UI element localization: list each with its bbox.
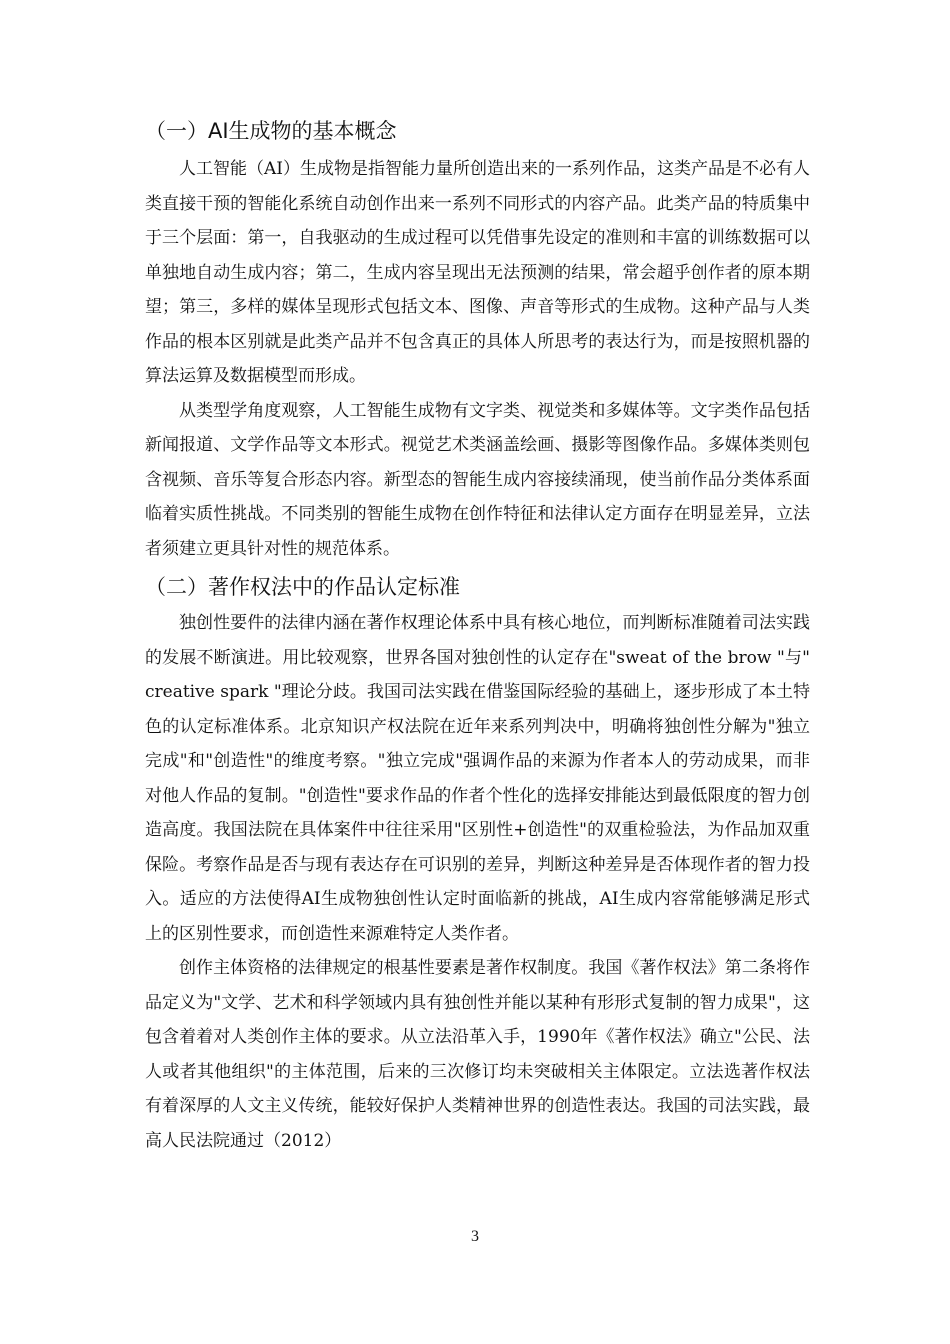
section1-paragraph-2: 从类型学角度观察，人工智能生成物有文字类、视觉类和多媒体等。文字类作品包括新闻报道、文学作品等文本形式。视觉艺术类涵盖绘画、摄影等图像作品。多媒体类则包含视频、音乐等复合形态内容。新型态的智能生成内容接续涌现，使当前作品分类体系面临着实质性挑战。不同类别的智能生成物在创作特征和法律认定方面存在明显差异，立法者须建立更具针对性的规范体系。 [145, 400, 810, 559]
section-heading-2: （二）著作权法中的作品认定标准 [145, 575, 460, 599]
page-content [145, 112, 810, 1158]
section2-paragraph-1: 独创性要件的法律内涵在著作权理论体系中具有核心地位，而判断标准随着司法实践的发展不断演进。用比较观察，世界各国对独创性的认定存在"sweat of the brow "与" creative spark "理论分歧。我国司法实践在借鉴国际经验的基础上，逐步形成了本土特色的认定标准体系。北京知识产权法院在近年来系列判决中，明确将独创性分解为"独立完成"和"创造性"的维度考察。"独立完成"强调作品的来源为作者本人的劳动成果，而非对他人作品的复制。"创造性"要求作品的作者个性化的选择安排能达到最低限度的智力创造高度。我国法院在具体案件中往往采用"区别性+创造性"的双重检验法，为作品加双重保险。考察作品是否与现有表达存在可识别的差异，判断这种差异是否体现作者的智力投入。适应的方法使得AI生成物独创性认定时面临新的挑战，AI生成内容常能够满足形式上的区别性要求，而创造性来源难特定人类作者。 [145, 613, 810, 944]
page-number: 3 [471, 1228, 479, 1245]
section2-paragraph-2: 创作主体资格的法律规定的根基性要素是著作权制度。我国《著作权法》第二条将作品定义为"文学、艺术和科学领域内具有独创性并能以某种有形形式复制的智力成果"，这包含着着对人类创作主体的要求。从立法沿革入手，1990年《著作权法》确立"公民、法人或者其他组织"的主体范围，后来的三次修订均未突破相关主体限定。立法选著作权法有着深厚的人文主义传统，能较好保护人类精神世界的创造性表达。我国的司法实践，最高人民法院通过（2012） [145, 958, 810, 1151]
section-heading-1: （一）AI生成物的基本概念 [145, 119, 397, 143]
section1-paragraph-1: 人工智能（AI）生成物是指智能力量所创造出来的一系列作品，这类产品是不必有人类直接干预的智能化系统自动创作出来一系列不同形式的内容产品。此类产品的特质集中于三个层面：第一，自我驱动的生成过程可以凭借事先设定的准则和丰富的训练数据可以单独地自动生成内容；第二，生成内容呈现出无法预测的结果，常会超乎创作者的原本期望；第三，多样的媒体呈现形式包括文本、图像、声音等形式的生成物。这种产品与人类作品的根本区别就是此类产品并不包含真正的具体人所思考的表达行为，而是按照机器的算法运算及数据模型而形成。 [145, 159, 810, 386]
